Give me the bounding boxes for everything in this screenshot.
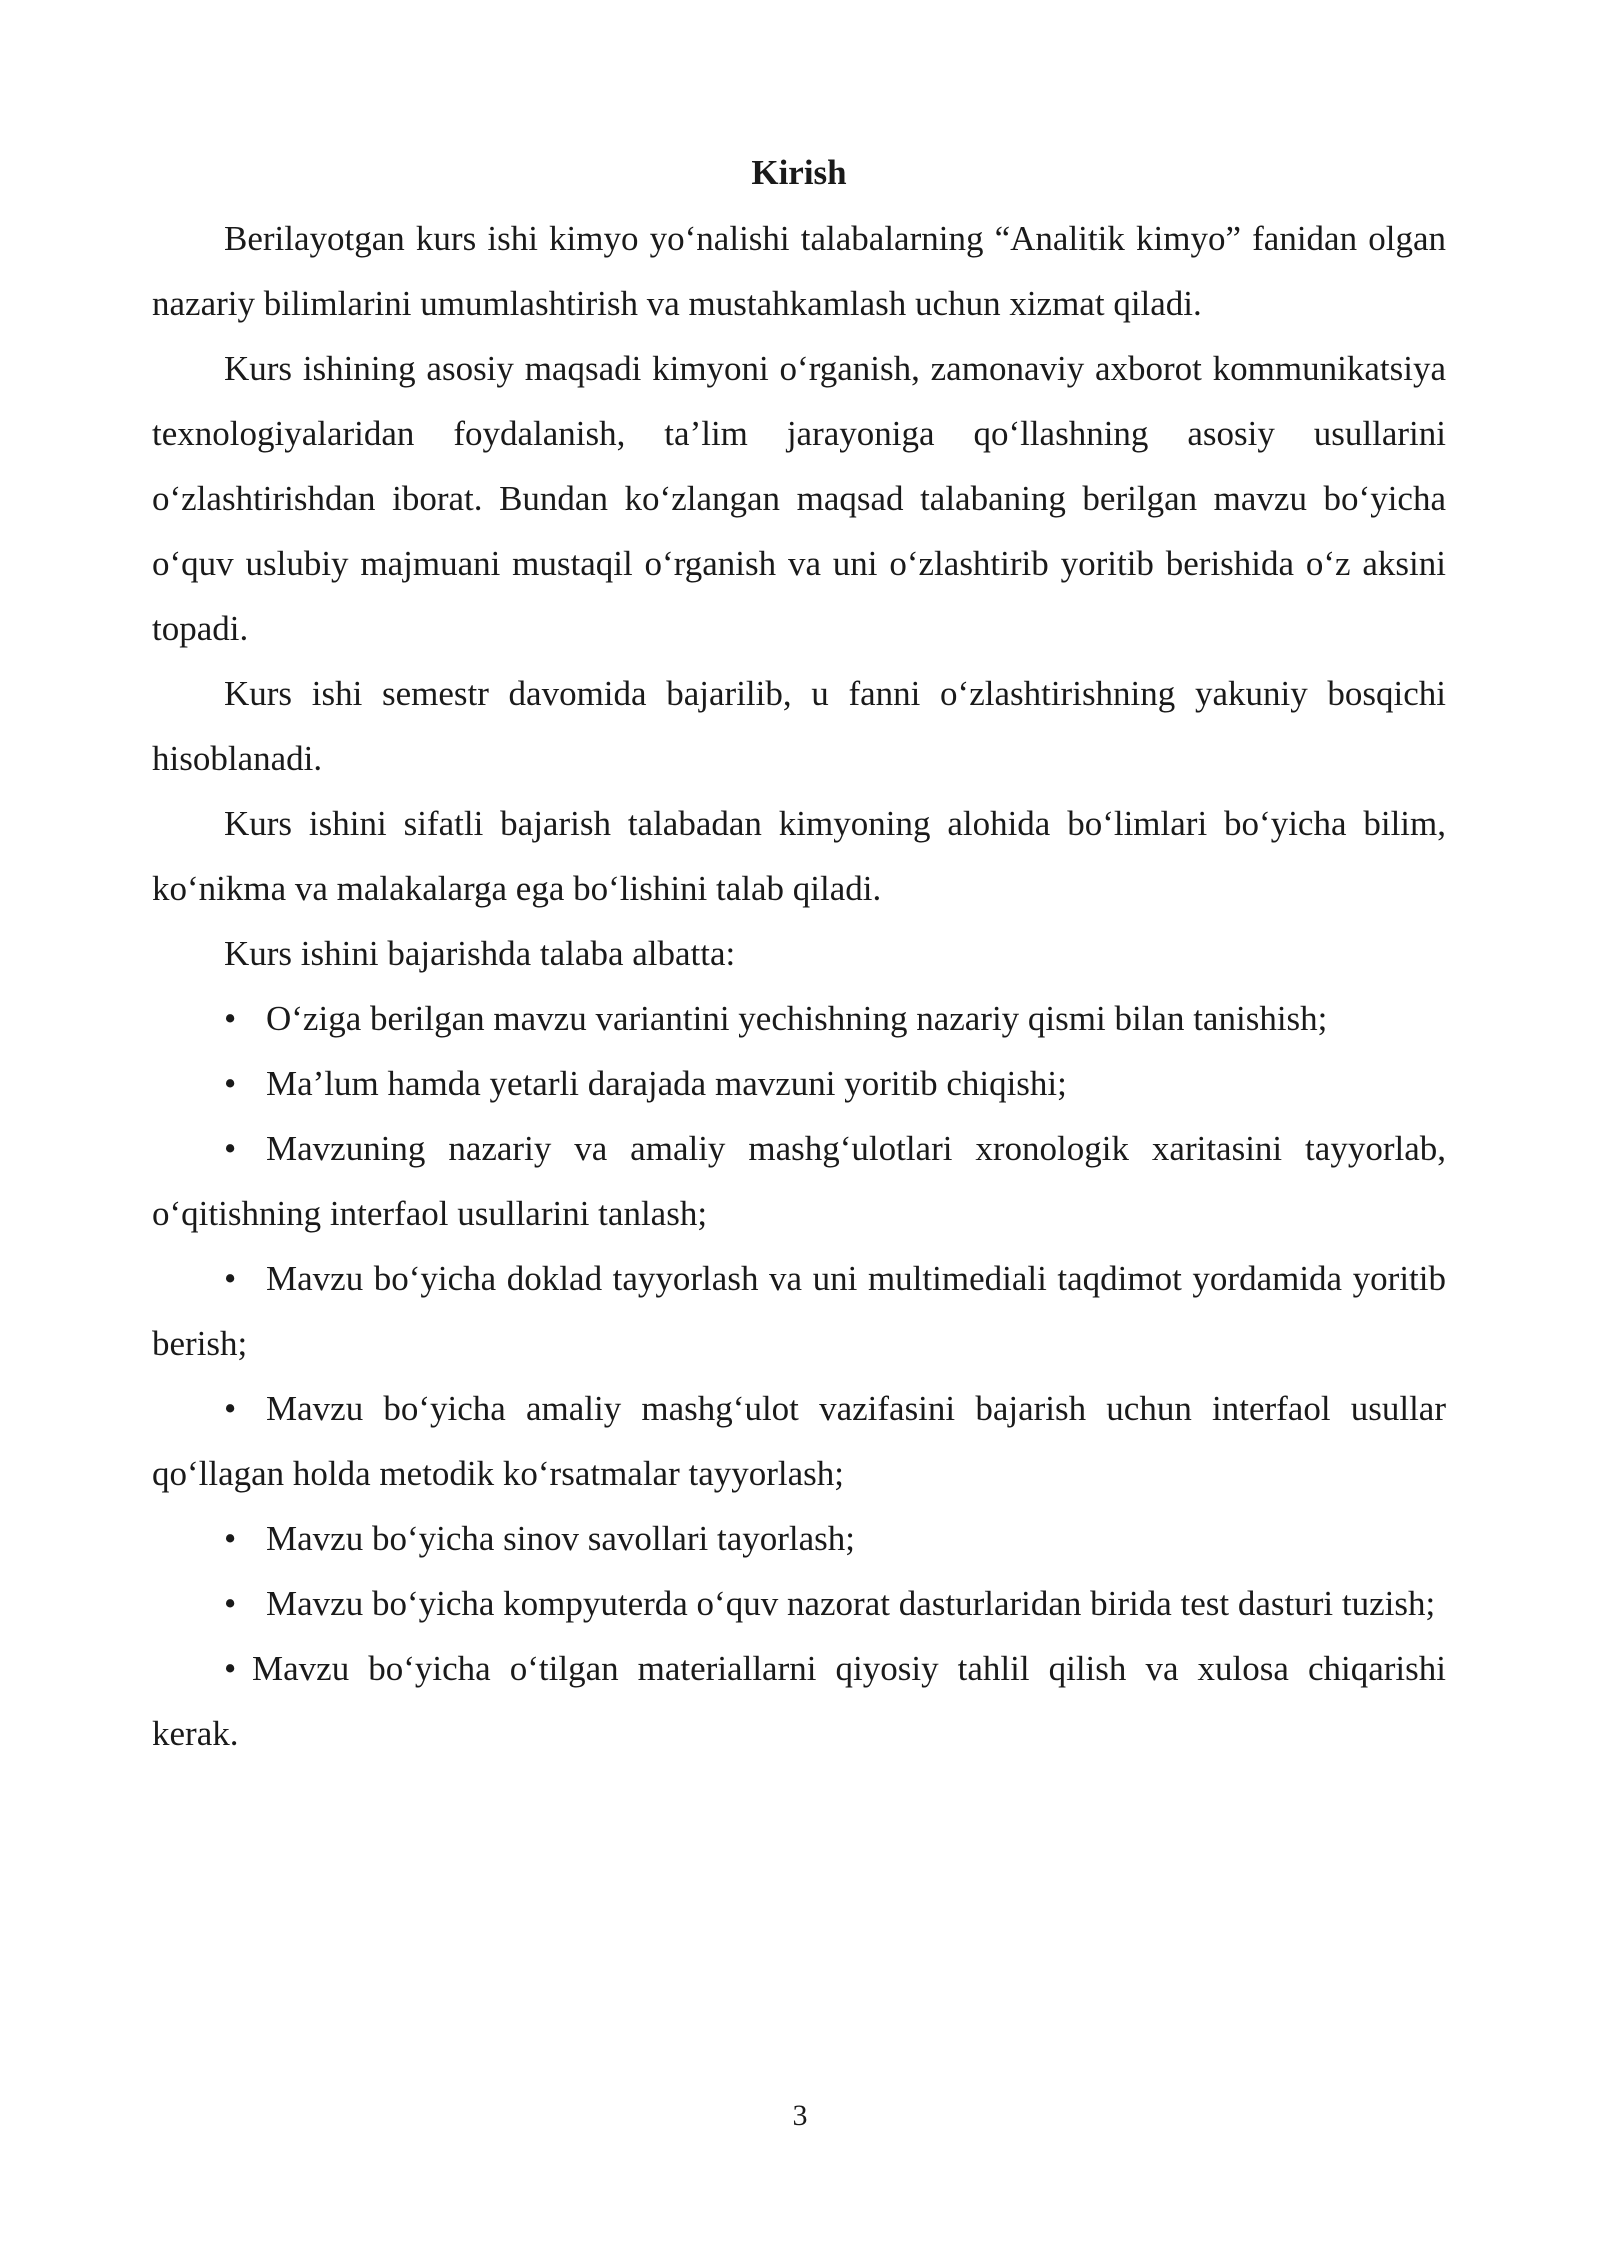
- bullet-icon: •: [224, 1064, 237, 1103]
- bullet-icon: •: [224, 1519, 237, 1558]
- paragraph: Berilayotgan kurs ishi kimyo yo‘nalishi talabalarning “Analitik kimyo” fanidan olgan nazariy bilimlarini umumlashtirish va mustahkamlash uchun xizmat qiladi.: [152, 219, 1446, 323]
- section-heading: Kirish: [751, 153, 847, 192]
- list-item-text: Mavzu bo‘yicha kompyuterda o‘quv nazorat dasturlaridan birida test dasturi tuzish;: [266, 1584, 1436, 1623]
- list-item-text: O‘ziga berilgan mavzu variantini yechishning nazariy qismi bilan tanishish;: [266, 999, 1328, 1038]
- bullet-icon: •: [224, 999, 237, 1038]
- list-item: [152, 1571, 1446, 1636]
- list-item: [152, 986, 1446, 1051]
- list-item-text: Mavzu bo‘yicha amaliy mashg‘ulot vazifasini bajarish uchun interfaol usullar qo‘llagan holda metodik ko‘rsatmalar tayyorlash;: [152, 1389, 1446, 1493]
- paragraph: Kurs ishi semestr davomida bajarilib, u fanni o‘zlashtirishning yakuniy bosqichi hisoblanadi.: [152, 674, 1446, 778]
- paragraph: Kurs ishini sifatli bajarish talabadan kimyoning alohida bo‘limlari bo‘yicha bilim, ko‘nikma va malakalarga ega bo‘lishini talab qiladi.: [152, 804, 1446, 908]
- list-item-text: Mavzuning nazariy va amaliy mashg‘ulotlari xronologik xaritasini tayyorlab, o‘qitishning interfaol usullarini tanlash;: [152, 1129, 1446, 1233]
- list-item-text: Ma’lum hamda yetarli darajada mavzuni yoritib chiqishi;: [266, 1064, 1067, 1103]
- bullet-icon: •: [224, 1649, 237, 1688]
- list-item: [152, 1246, 1446, 1376]
- bullet-icon: •: [224, 1584, 237, 1623]
- list-item: [152, 1051, 1446, 1116]
- list-item: [152, 1376, 1446, 1506]
- paragraph: Kurs ishini bajarishda talaba albatta:: [224, 934, 736, 973]
- page-number: 3: [792, 2099, 808, 2132]
- paragraph: Kurs ishining asosiy maqsadi kimyoni o‘rganish, zamonaviy axborot kommunikatsiya texnologiyalaridan foydalanish, ta’lim jarayoniga qo‘llashning asosiy usullarini o‘zlashtirishdan iborat. Bundan ko‘zlangan maqsad talabaning berilgan mavzu bo‘yicha o‘quv uslubiy majmuani mustaqil o‘rganish va uni o‘zlashtirib yoritib berishida o‘z aksini topadi.: [152, 349, 1446, 648]
- document-body: [152, 148, 1446, 1766]
- list-item-text: Mavzu bo‘yicha doklad tayyorlash va uni multimediali taqdimot yordamida yoritib berish;: [152, 1259, 1446, 1363]
- bullet-icon: •: [224, 1389, 237, 1428]
- list-item-text: Mavzu bo‘yicha o‘tilgan materiallarni qiyosiy tahlil qilish va xulosa chiqarishi kerak.: [152, 1649, 1446, 1753]
- bullet-icon: •: [224, 1259, 237, 1298]
- bullet-icon: •: [224, 1129, 237, 1168]
- list-item: [152, 1116, 1446, 1246]
- list-item-text: Mavzu bo‘yicha sinov savollari tayorlash;: [266, 1519, 856, 1558]
- list-item: [152, 1506, 1446, 1571]
- list-item: [152, 1636, 1446, 1766]
